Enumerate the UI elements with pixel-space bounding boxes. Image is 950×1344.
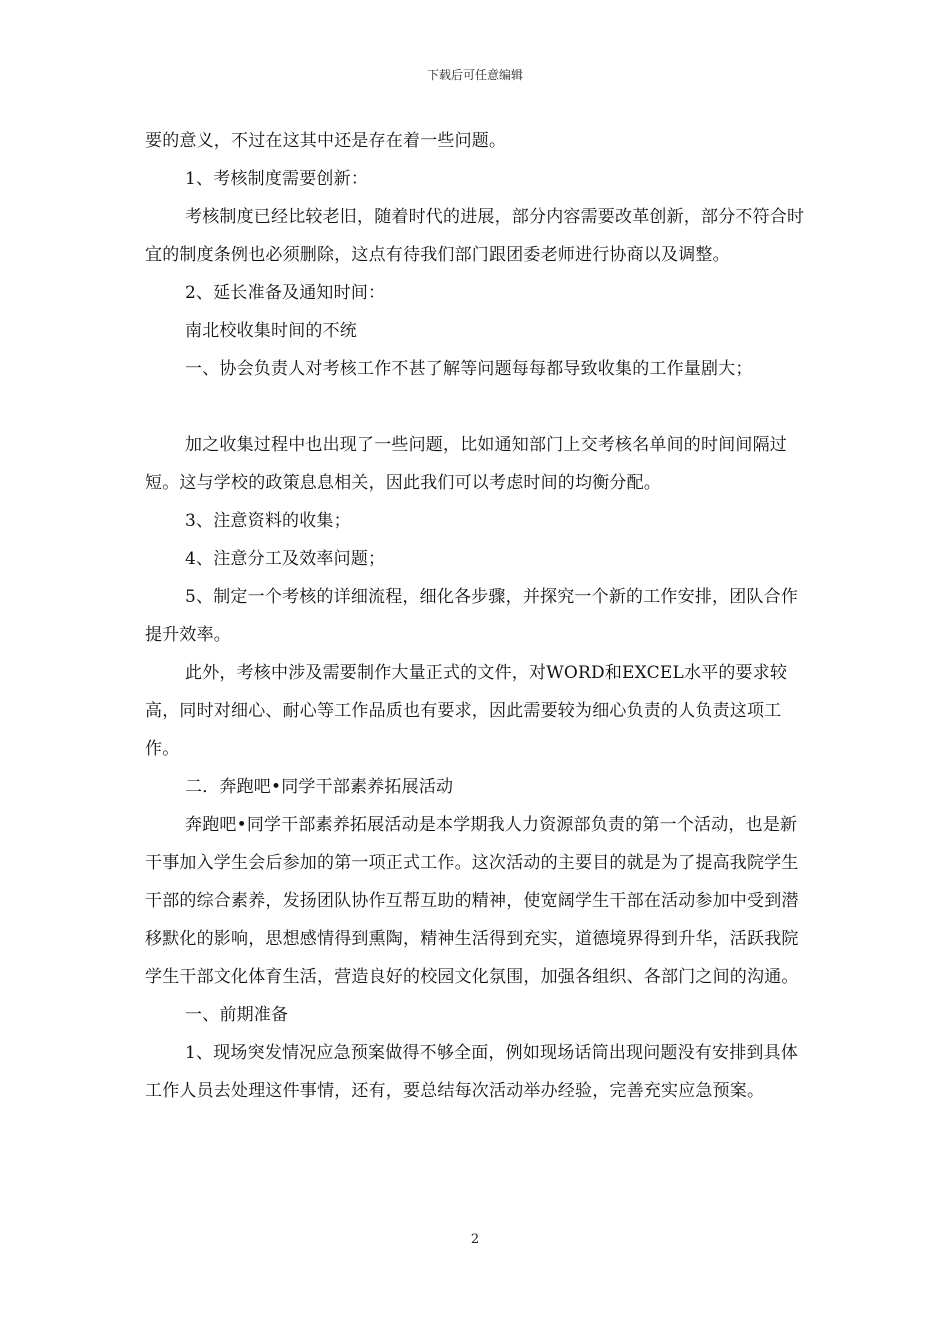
list-item-4: 4、注意分工及效率问题； (185, 549, 386, 569)
paragraph-collection-problems: 加之收集过程中也出现了一些问题，比如通知部门上交考核名单间的时间间隔过短。这与学校的政策息息相关，因此我们可以考虑时间的均衡分配。 (145, 435, 787, 493)
paragraph-assessment-system: 考核制度已经比较老旧，随着时代的进展，部分内容需要改革创新，部分不符合时宜的制度条例也必须删除，这点有待我们部门跟团委老师进行协商以及调整。 (145, 207, 805, 265)
paragraph-document-skills: 此外，考核中涉及需要制作大量正式的文件，对WORD和EXCEL水平的要求较高，同时对细心、耐心等工作品质也有要求，因此需要较为细心负责的人负责这项工作。 (145, 663, 788, 759)
list-item-5: 5、制定一个考核的详细流程，细化各步骤，并探究一个新的工作安排，团队合作提升效率。 (145, 587, 799, 645)
subsection-heading-preparation: 一、前期准备 (185, 1005, 289, 1025)
page-number: 2 (470, 1232, 480, 1247)
list-item-2-heading: 2、延长准备及通知时间： (185, 283, 386, 303)
paragraph-association-issue: 一、协会负责人对考核工作不甚了解等问题每每都导致收集的工作量剧大； (185, 359, 753, 379)
list-item-1-heading: 1、考核制度需要创新： (185, 169, 369, 189)
section-heading-activity: 二．奔跑吧•同学干部素养拓展活动 (185, 777, 454, 797)
paragraph-emergency-plan: 1、现场突发情况应急预案做得不够全面，例如现场话筒出现问题没有安排到具体工作人员去处理这件事情，还有，要总结每次活动举办经验，完善充实应急预案。 (145, 1043, 799, 1101)
paragraph-collection-time: 南北校收集时间的不统 (185, 321, 357, 341)
blank-line (145, 388, 810, 426)
list-item-3: 3、注意资料的收集； (185, 511, 351, 531)
paragraph-continuation: 要的意义，不过在这其中还是存在着一些问题。 (145, 131, 507, 151)
page-header: 下载后可任意编辑 (426, 68, 523, 82)
paragraph-activity-description: 奔跑吧•同学干部素养拓展活动是本学期我人力资源部负责的第一个活动，也是新干事加入学生会后参加的第一项正式工作。这次活动的主要目的就是为了提高我院学生干部的综合素养，发扬团队协作互帮互助的精神，使宽阔学生干部在活动参加中受到潜移默化的影响，思想感情得到熏陶，精神生活得到充实，道德境界得到升华，活跃我院学生干部文化体育生活，营造良好的校园文化氛围，加强各组织、各部门之间的沟通。 (145, 815, 799, 987)
document-body (145, 122, 810, 1110)
